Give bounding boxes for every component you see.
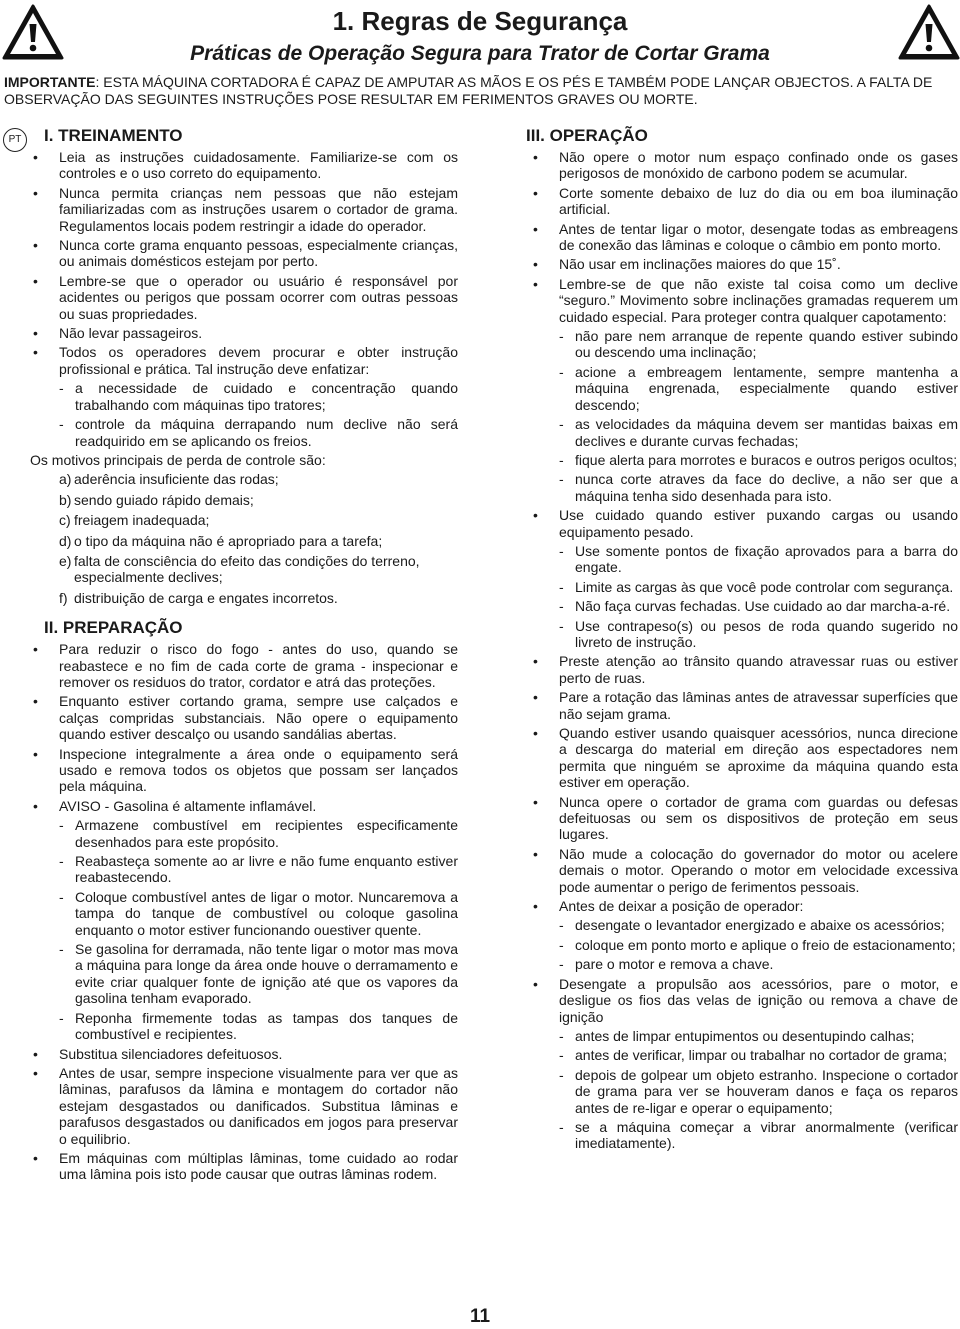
list-item: • Inspecione integralmente a área onde o equipamento será usado e remova todos os objetos que possam ser lançados pela máquina. (30, 746, 458, 795)
sub-list-item: - se a máquina começar a vibrar anormalmente (verificar imediatamente). (530, 1119, 958, 1152)
list-item: • Use cuidado quando estiver puxando cargas ou usando equipamento pesado. (530, 507, 958, 540)
warning-label: IMPORTANTE (4, 74, 96, 90)
motive-item: a) aderência insuficiente das rodas; (59, 471, 279, 488)
list-item: • Não mude a colocação do governador do motor ou acelere demais o motor. Operando o motor em velocidade excessiva pode aumentar o perigo de ferimentos pessoais. (530, 846, 958, 895)
sub-list-item: - as velocidades da máquina devem ser mantidas baixas em declives e durante curvas fechadas; (530, 416, 958, 449)
list-item: • Nunca opere o cortador de grama com guardas ou defesas defeituosas ou sem os dispositivos de proteção em seus lugares. (530, 794, 958, 843)
list-item: • Antes de usar, sempre inspecione visualmente para ver que as lâminas, parafusos da lâmina e montagem do cortador não estejam desgastados ou danificados. Substitua lâminas e parafusos desgastados ou danificados em jogos para preservar o equilibrio. (30, 1065, 458, 1147)
sub-list-item: - Se gasolina for derramada, não tente ligar o motor mas mova a máquina para longe da área onde houve o derramamento e evite criar qualquer fonte de ignição até que os vapores da gasolina tenham evaporado. (30, 941, 458, 1007)
list-item: • Preste atenção ao trânsito quando atravessar ruas ou estiver perto de ruas. (530, 653, 958, 686)
list-item: • Lembre-se que o operador ou usuário é responsável por acidentes ou perigos que possam ocorrer com outras pessoas ou suas propriedades. (30, 273, 458, 322)
sub-list-item: - Coloque combustível antes de ligar o motor. Nuncaremova a tampa do tanque de combustível ou coloque gasolina enquanto o motor estiver funcionando ouestiver quente. (30, 889, 458, 938)
sub-list-item: - Armazene combustível em recipientes especificamente desenhados para este propósito. (30, 817, 458, 850)
list-item: • Antes de deixar a posição de operador: (530, 898, 958, 914)
language-badge: PT (3, 128, 27, 152)
sub-list-item: - Não faça curvas fechadas. Use cuidado ao dar marcha-a-ré. (530, 598, 958, 614)
sub-list-item: - depois de golpear um objeto estranho. Inspecione o cortador de grama para ver se houveram danos e faça os reparos antes de re-ligar e operar o equipamento; (530, 1067, 958, 1116)
sub-list-item: - Reponha firmemente todas as tampas dos tanques de combustível e recipientes. (30, 1010, 458, 1043)
warning-text: : ESTA MÁQUINA CORTADORA É CAPAZ DE AMPUTAR AS MÃOS E OS PÉS E TAMBÉM PODE LANÇAR OBJECTOS. A FALTA DE OBSERVAÇÃO DAS SEGUINTES INSTRUÇÕES POSE RESULTAR EM FERIMENTOS GRAVES OU MORTE. (4, 74, 933, 107)
important-warning (4, 74, 956, 108)
list-item: • Corte somente debaixo de luz do dia ou em boa iluminação artificial. (530, 185, 958, 218)
list-item: • Nunca corte grama enquanto pessoas, especialmente crianças, ou animais domésticos estejam por perto. (30, 237, 458, 270)
sub-list-item: - fique alerta para morrotes e buracos e outros perigos ocultos; (530, 452, 958, 468)
sub-list-item: - antes de limpar entupimentos ou desentupindo calhas; (530, 1028, 958, 1044)
sub-list-item: - coloque em ponto morto e aplique o freio de estacionamento; (530, 937, 958, 953)
sub-list-item: - Limite as cargas às que você pode controlar com segurança. (530, 579, 958, 595)
list-item: • Enquanto estiver cortando grama, sempre use calçados e calças compridas substanciais. Não opere o equipamento quando estiver descalço ou usando sandálias abertas. (30, 693, 458, 742)
sub-list-item: - pare o motor e remova a chave. (530, 956, 958, 972)
sub-list-item: - Use contrapeso(s) ou pesos de roda quando sugerido no livreto de instrução. (530, 618, 958, 651)
list-item: • Pare a rotação das lâminas antes de atravessar superfícies que não sejam grama. (530, 689, 958, 722)
list-item: • Quando estiver usando quaisquer acessórios, nunca direcione a descarga do material em direção aos espectadores nem permita que ninguém se aproxime da máquina quando esta estiver em operação. (530, 725, 958, 791)
list-item: • Para reduzir o risco do fogo - antes do uso, quando se reabastece e no fim de cada corte de grama - inspecionar e remover os residuos do trator, cordator e atrá das proteções. (30, 641, 458, 690)
sub-list-item: - Use somente pontos de fixação aprovados para a barra do engate. (530, 543, 958, 576)
page-number: 11 (469, 1306, 491, 1327)
section-heading-preparation: II. PREPARAÇÃO (44, 618, 183, 638)
sub-list-item: - Reabasteça somente ao ar livre e não fume enquanto estiver reabastecendo. (30, 853, 458, 886)
left-column (30, 126, 458, 1186)
page-title: 1. Regras de Segurança (332, 6, 628, 36)
list-item: • Todos os operadores devem procurar e obter instrução profissional e prática. Tal instrução deve enfatizar: (30, 344, 458, 377)
motive-item: c) freiagem inadequada; (59, 512, 210, 529)
list-item: • Em máquinas com múltiplas lâminas, tome cuidado ao rodar uma lâmina pois isto pode causar que outras lâminas rodem. (30, 1150, 458, 1183)
motive-item: e) falta de consciência do efeito das condições do terreno, especialmente declives; (59, 552, 420, 586)
sub-list-item: - controle da máquina derrapando num declive não será readquirido em se aplicando os freios. (30, 416, 458, 449)
sub-list-item: - acione a embreagem lentamente, sempre mantenha a máquina engrenada, especialmente quando estiver descendo; (530, 364, 958, 413)
list-item: • Lembre-se de que não existe tal coisa como um declive “seguro.” Movimento sobre inclinações gramadas requerem um cuidado especial. Para proteger contra qualquer capotamento: (530, 276, 958, 325)
sub-list-item: - a necessidade de cuidado e concentração quando trabalhando com máquinas tipo tratores; (30, 380, 458, 413)
motive-item: d) o tipo da máquina não é apropriado para a tarefa; (59, 532, 383, 549)
list-item: • Desengate a propulsão aos acessórios, pare o motor, e desligue os fios das velas de ignição ou remova a chave de ignição (530, 976, 958, 1025)
motive-item: f) distribuição de carga e engates incorretos. (59, 589, 338, 606)
list-item: • AVISO - Gasolina é altamente inflamável. (30, 798, 458, 814)
sub-list-item: - não pare nem arranque de repente quando estiver subindo ou descendo uma inclinação; (530, 328, 958, 361)
section-heading-operation: III. OPERAÇÃO (526, 126, 648, 145)
motives-intro: Os motivos principais de perda de controle são: (30, 451, 326, 468)
right-column (526, 126, 958, 1155)
motive-item: b) sendo guiado rápido demais; (59, 491, 254, 508)
section-heading-training: I. TREINAMENTO (44, 126, 183, 145)
list-item: • Não usar em inclinações maiores do que 15˚. (530, 256, 958, 272)
sub-list-item: - desengate o levantador energizado e abaixe os acessórios; (530, 917, 958, 933)
page-subtitle: Práticas de Operação Segura para Trator de Cortar Grama (190, 42, 770, 65)
list-item: • Não opere o motor num espaço confinado onde os gases perigosos de monóxido de carbono podem se acumular. (530, 149, 958, 182)
list-item: • Substitua silenciadores defeituosos. (30, 1046, 458, 1062)
sub-list-item: - nunca corte atraves da face do declive, a não ser que a máquina tenha sido desenhada para isto. (530, 471, 958, 504)
list-item: • Não levar passageiros. (30, 325, 458, 341)
list-item: • Nunca permita crianças nem pessoas que não estejam familiarizadas com as instruções usarem o cortador de grama. Regulamentos locais podem restringir a idade do operador. (30, 185, 458, 234)
sub-list-item: - antes de verificar, limpar ou trabalhar no cortador de grama; (530, 1047, 958, 1063)
list-item: • Antes de tentar ligar o motor, desengate todas as embreagens de conexão das lâminas e coloque o câmbio em ponto morto. (530, 221, 958, 254)
list-item: • Leia as instruções cuidadosamente. Familiarize-se com os controles e o uso correto do equipamento. (30, 149, 458, 182)
